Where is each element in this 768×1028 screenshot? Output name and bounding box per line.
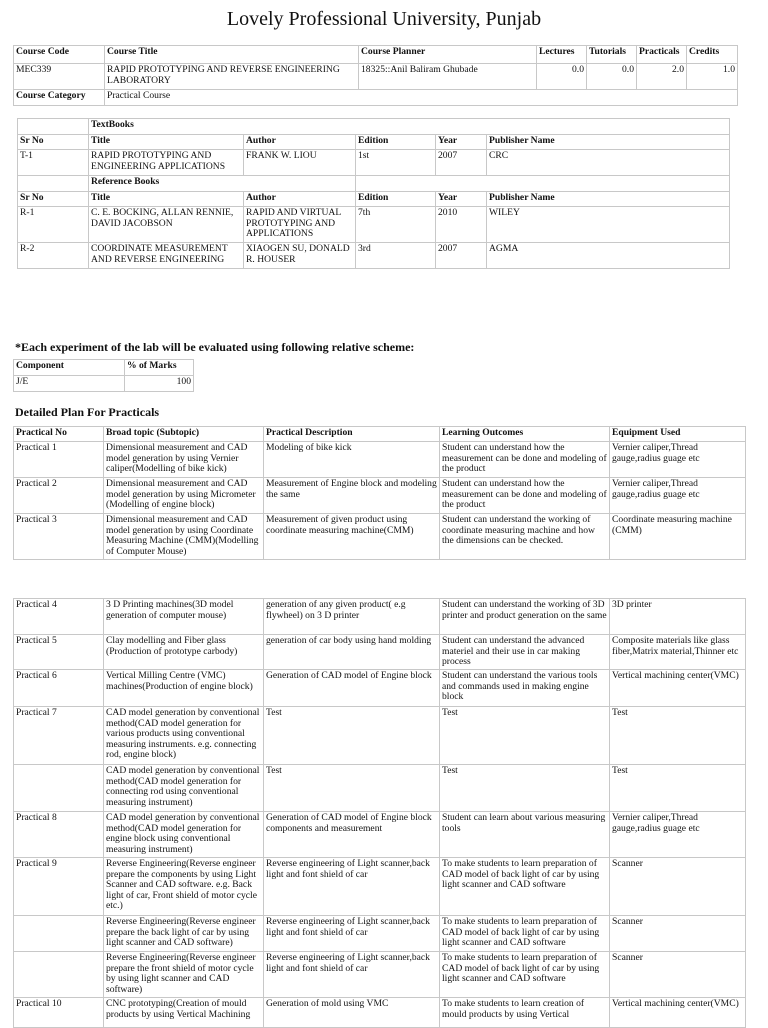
- table-row: Practical 4 3 D Printing machines(3D model generation of computer mouse) generation of any given product( e.g flywheel) on 3 D printer Student can understand the working of 3D printer and product generation on the same 3D printer: [14, 599, 746, 635]
- evaluation-heading: *Each experiment of the lab will be evaluated using following relative scheme:: [15, 340, 415, 354]
- outcomes-header: Learning Outcomes: [440, 427, 610, 442]
- credits-value: 1.0: [687, 64, 738, 90]
- page-title: Lovely Professional University, Punjab: [226, 8, 542, 30]
- sr-header: Sr No: [18, 135, 89, 150]
- table-row: R-1 C. E. BOCKING, ALLAN RENNIE, DAVID JACOBSON RAPID AND VIRTUAL PROTOTYPING AND APPLICATIONS 7th 2010 WILEY: [18, 207, 730, 243]
- practicals-header: Practicals: [637, 46, 687, 64]
- table-row: Practical 8 CAD model generation by conventional method(CAD model generation for engine block using conventional measuring instrument) Generation of CAD model of Engine block components and measurement Student can learn about various measuring tools Vernier caliper,Thread gauge,radius guage etc: [14, 812, 746, 858]
- topic-header: Broad topic (Subtopic): [104, 427, 264, 442]
- table-row: Reverse Engineering(Reverse engineer prepare the back light of car by using light scanner and CAD software) Reverse engineering of Light scanner,back light and font shield of car To make students to learn preparation of CAD model of back light of car by using light scanner and CAD software Scanner: [14, 916, 746, 952]
- publisher-header: Publisher Name: [487, 135, 730, 150]
- table-row: Practical 10 CNC prototyping(Creation of mould products by using Vertical Machining Generation of mold using VMC To make students to learn creation of mould products by using Vertical Vertical machining center(VMC): [14, 998, 746, 1028]
- table-row: Practical 9 Reverse Engineering(Reverse engineer prepare the components by using Light Scanner and CAD software. e.g. Back light of car, Front shield of motor cycle etc.) Reverse engineering of Light scanner,back light and font shield of car To make students to learn preparation of CAD model of back light of car by using light scanner and CAD software Scanner: [14, 858, 746, 916]
- year-header: Year: [436, 135, 487, 150]
- course-title-header: Course Title: [105, 46, 359, 64]
- edition-header-ref: Edition: [356, 192, 436, 207]
- edition-header: Edition: [356, 135, 436, 150]
- title-header-ref: Title: [89, 192, 244, 207]
- marks-header: % of Marks: [125, 360, 194, 376]
- table-row: Practical 5 Clay modelling and Fiber glass (Production of prototype carbody) generation of car body using hand molding Student can understand the advanced materiel and their use in car making process Composite materials like glass fiber,Matrix material,Thinner etc: [14, 635, 746, 670]
- course-category-label: Course Category: [14, 90, 105, 106]
- textbooks-label: TextBooks: [89, 119, 730, 135]
- books-table: [17, 118, 730, 269]
- lectures-value: 0.0: [537, 64, 587, 90]
- credits-header: Credits: [687, 46, 738, 64]
- lectures-header: Lectures: [537, 46, 587, 64]
- table-row: Reverse Engineering(Reverse engineer prepare the front shield of motor cycle by using light scanner and CAD software) Reverse engineering of Light scanner,back light and font shield of car To make students to learn preparation of CAD model of back light of car by using light scanner and CAD software Scanner: [14, 952, 746, 998]
- component-header: Component: [14, 360, 125, 376]
- course-code-header: Course Code: [14, 46, 105, 64]
- author-header-ref: Author: [244, 192, 356, 207]
- equipment-header: Equipment Used: [610, 427, 746, 442]
- course-category: Practical Course: [105, 90, 738, 106]
- description-header: Practical Description: [264, 427, 440, 442]
- course-info-table: [13, 45, 738, 106]
- year-header-ref: Year: [436, 192, 487, 207]
- table-row: Practical 6 Vertical Milling Centre (VMC) machines(Production of engine block) Generation of CAD model of Engine block Student can understand the various tools and commands used in making engine block Vertical machining center(VMC): [14, 670, 746, 707]
- course-planner: 18325::Anil Baliram Ghubade: [359, 64, 537, 90]
- table-row: J/E 100: [14, 376, 194, 392]
- sr-header-ref: Sr No: [18, 192, 89, 207]
- practicals-value: 2.0: [637, 64, 687, 90]
- table-row: CAD model generation by conventional method(CAD model generation for connecting rod using conventional measuring instrument) Test Test Test: [14, 765, 746, 812]
- table-row: T-1 RAPID PROTOTYPING AND ENGINEERING APPLICATIONS FRANK W. LIOU 1st 2007 CRC: [18, 150, 730, 176]
- course-title: RAPID PROTOTYPING AND REVERSE ENGINEERING LABORATORY: [105, 64, 359, 90]
- author-header: Author: [244, 135, 356, 150]
- title-header: Title: [89, 135, 244, 150]
- course-planner-header: Course Planner: [359, 46, 537, 64]
- table-row: Practical 3 Dimensional measurement and CAD model generation by using Coordinate Measuring Machine (CMM)(Modelling of Computer Mouse) Measurement of given product using coordinate measuring machine(CMM) Student can understand the working of coordinate measuring machine and how the dimensions can be checked. Coordinate measuring machine (CMM): [14, 514, 746, 560]
- table-row: Practical 1 Dimensional measurement and CAD model generation by using Vernier caliper(Modelling of bike kick) Modeling of bike kick Student can understand how the measurement can be done and modeling of the product Vernier caliper,Thread gauge,radius guage etc: [14, 442, 746, 478]
- practicals-table-2: [13, 598, 746, 1028]
- table-row: Practical 7 CAD model generation by conventional method(CAD model generation for various products using conventional measuring instruments. e.g. connecting rod, engine block) Test Test Test: [14, 707, 746, 765]
- evaluation-table: [13, 359, 194, 392]
- practicals-table-1: [13, 426, 746, 560]
- publisher-header-ref: Publisher Name: [487, 192, 730, 207]
- table-row: Practical 2 Dimensional measurement and CAD model generation by using Micrometer (Modelling of engine block) Measurement of Engine block and modeling the same Student can understand how the measurement can be done and modeling of the product Vernier caliper,Thread gauge,radius guage etc: [14, 478, 746, 514]
- tutorials-value: 0.0: [587, 64, 637, 90]
- tutorials-header: Tutorials: [587, 46, 637, 64]
- plan-heading: Detailed Plan For Practicals: [15, 405, 160, 419]
- practical-no-header: Practical No: [14, 427, 104, 442]
- reference-books-label: Reference Books: [89, 176, 356, 192]
- course-code: MEC339: [14, 64, 105, 90]
- table-row: R-2 COORDINATE MEASUREMENT AND REVERSE ENGINEERING XIAOGEN SU, DONALD R. HOUSER 3rd 2007 AGMA: [18, 243, 730, 269]
